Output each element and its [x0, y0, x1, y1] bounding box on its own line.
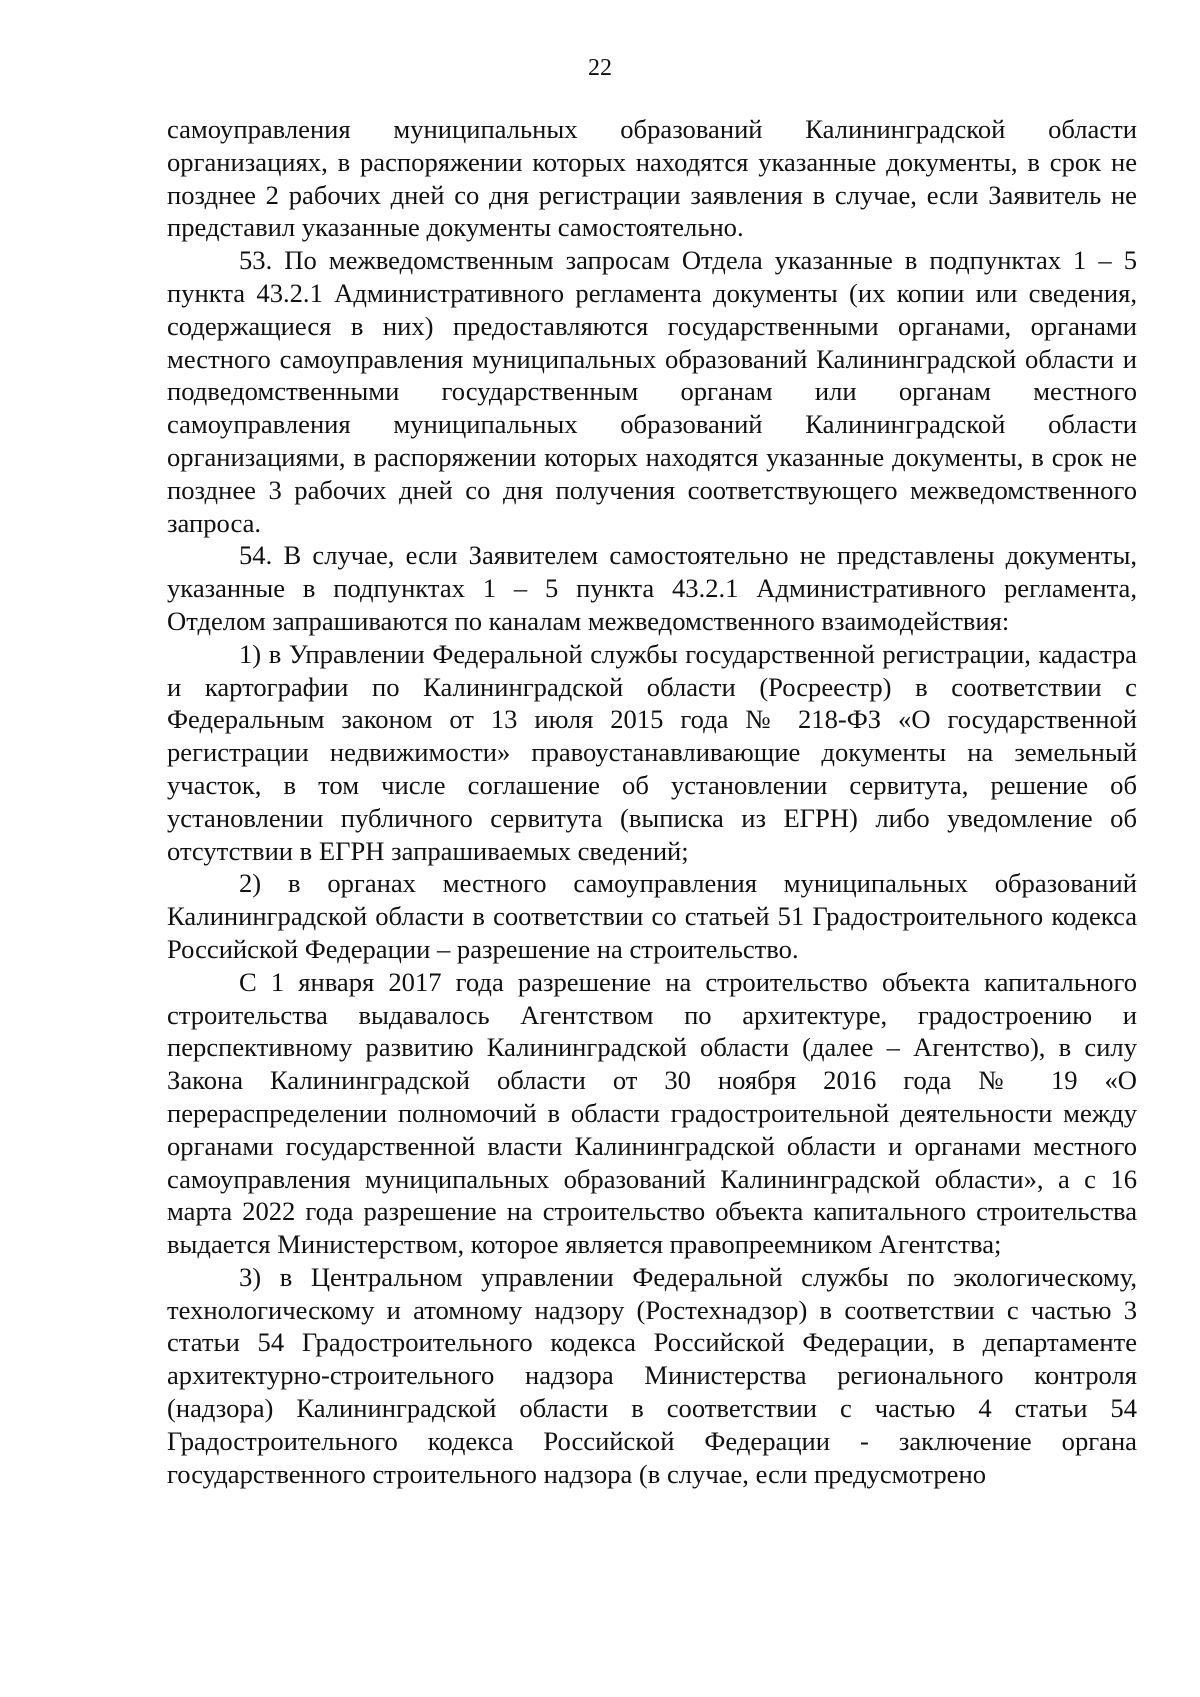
paragraph-subitem-3: 3) в Центральном управлении Федеральной службы по экологическому, технологическому и атомному надзору (Ростехнадзор) в соответствии с частью 3 статьи 54 Градостроительного кодекса Российской Федерации, в департаменте архитектурно-строительного надзора Министерства регионального контроля (надзора) Калининградской области в соответствии с частью 4 статьи 54 Градостроительного кодекса Российской Федерации - заключение органа государственного строительного надзора (в случае, если предусмотрено [167, 1261, 1137, 1489]
document-body [167, 113, 1137, 1490]
paragraph-item-53: 53. По межведомственным запросам Отдела указанные в подпунктах 1 – 5 пункта 43.2.1 Административного регламента документы (их копии или сведения, содержащиеся в них) предоставляются государственными органами, органами местного самоуправления муниципальных образований Калининградской области и подведомственными государственным органам или органам местного самоуправления муниципальных образований Калининградской области организациями, в распоряжении которых находятся указанные документы, в срок не позднее 3 рабочих дней со дня получения соответствующего межведомственного запроса. [167, 245, 1137, 538]
paragraph-continuation: самоуправления муниципальных образований Калининградской области организациях, в распоряжении которых находятся указанные документы, в срок не позднее 2 рабочих дней со дня регистрации заявления в случае, если Заявитель не представил указанные документы самостоятельно. [167, 114, 1137, 243]
paragraph-subitem-2: 2) в органах местного самоуправления муниципальных образований Калининградской области в соответствии со статьей 51 Градостроительного кодекса Российской Федерации – разрешение на строительство. [167, 868, 1137, 964]
paragraph-subitem-1: 1) в Управлении Федеральной службы государственной регистрации, кадастра и картографии по Калининградской области (Росреестр) в соответствии с Федеральным законом от 13 июля 2015 года № 218-ФЗ «О государственной регистрации недвижимости» правоустанавливающие документы на земельный участок, в том числе соглашение об установлении сервитута, решение об установлении публичного сервитута (выписка из ЕГРН) либо уведомление об отсутствии в ЕГРН запрашиваемых сведений; [167, 638, 1137, 866]
paragraph-item-54: 54. В случае, если Заявителем самостоятельно не представлены документы, указанные в подпунктах 1 – 5 пункта 43.2.1 Административного регламента, Отделом запрашиваются по каналам межведомственного взаимодействия: [167, 540, 1137, 636]
paragraph-note-2017: С 1 января 2017 года разрешение на строительство объекта капитального строительства выдавалось Агентством по архитектуре, градостроению и перспективному развитию Калининградской области (далее – Агентство), в силу Закона Калининградской области от 30 ноября 2016 года № 19 «О перераспределении полномочий в области градостроительной деятельности между органами государственной власти Калининградской области и органами местного самоуправления муниципальных образований Калининградской области», а с 16 марта 2022 года разрешение на строительство объекта капитального строительства выдается Министерством, которое является правопреемником Агентства; [167, 966, 1137, 1260]
page-number: 22 [588, 55, 612, 81]
